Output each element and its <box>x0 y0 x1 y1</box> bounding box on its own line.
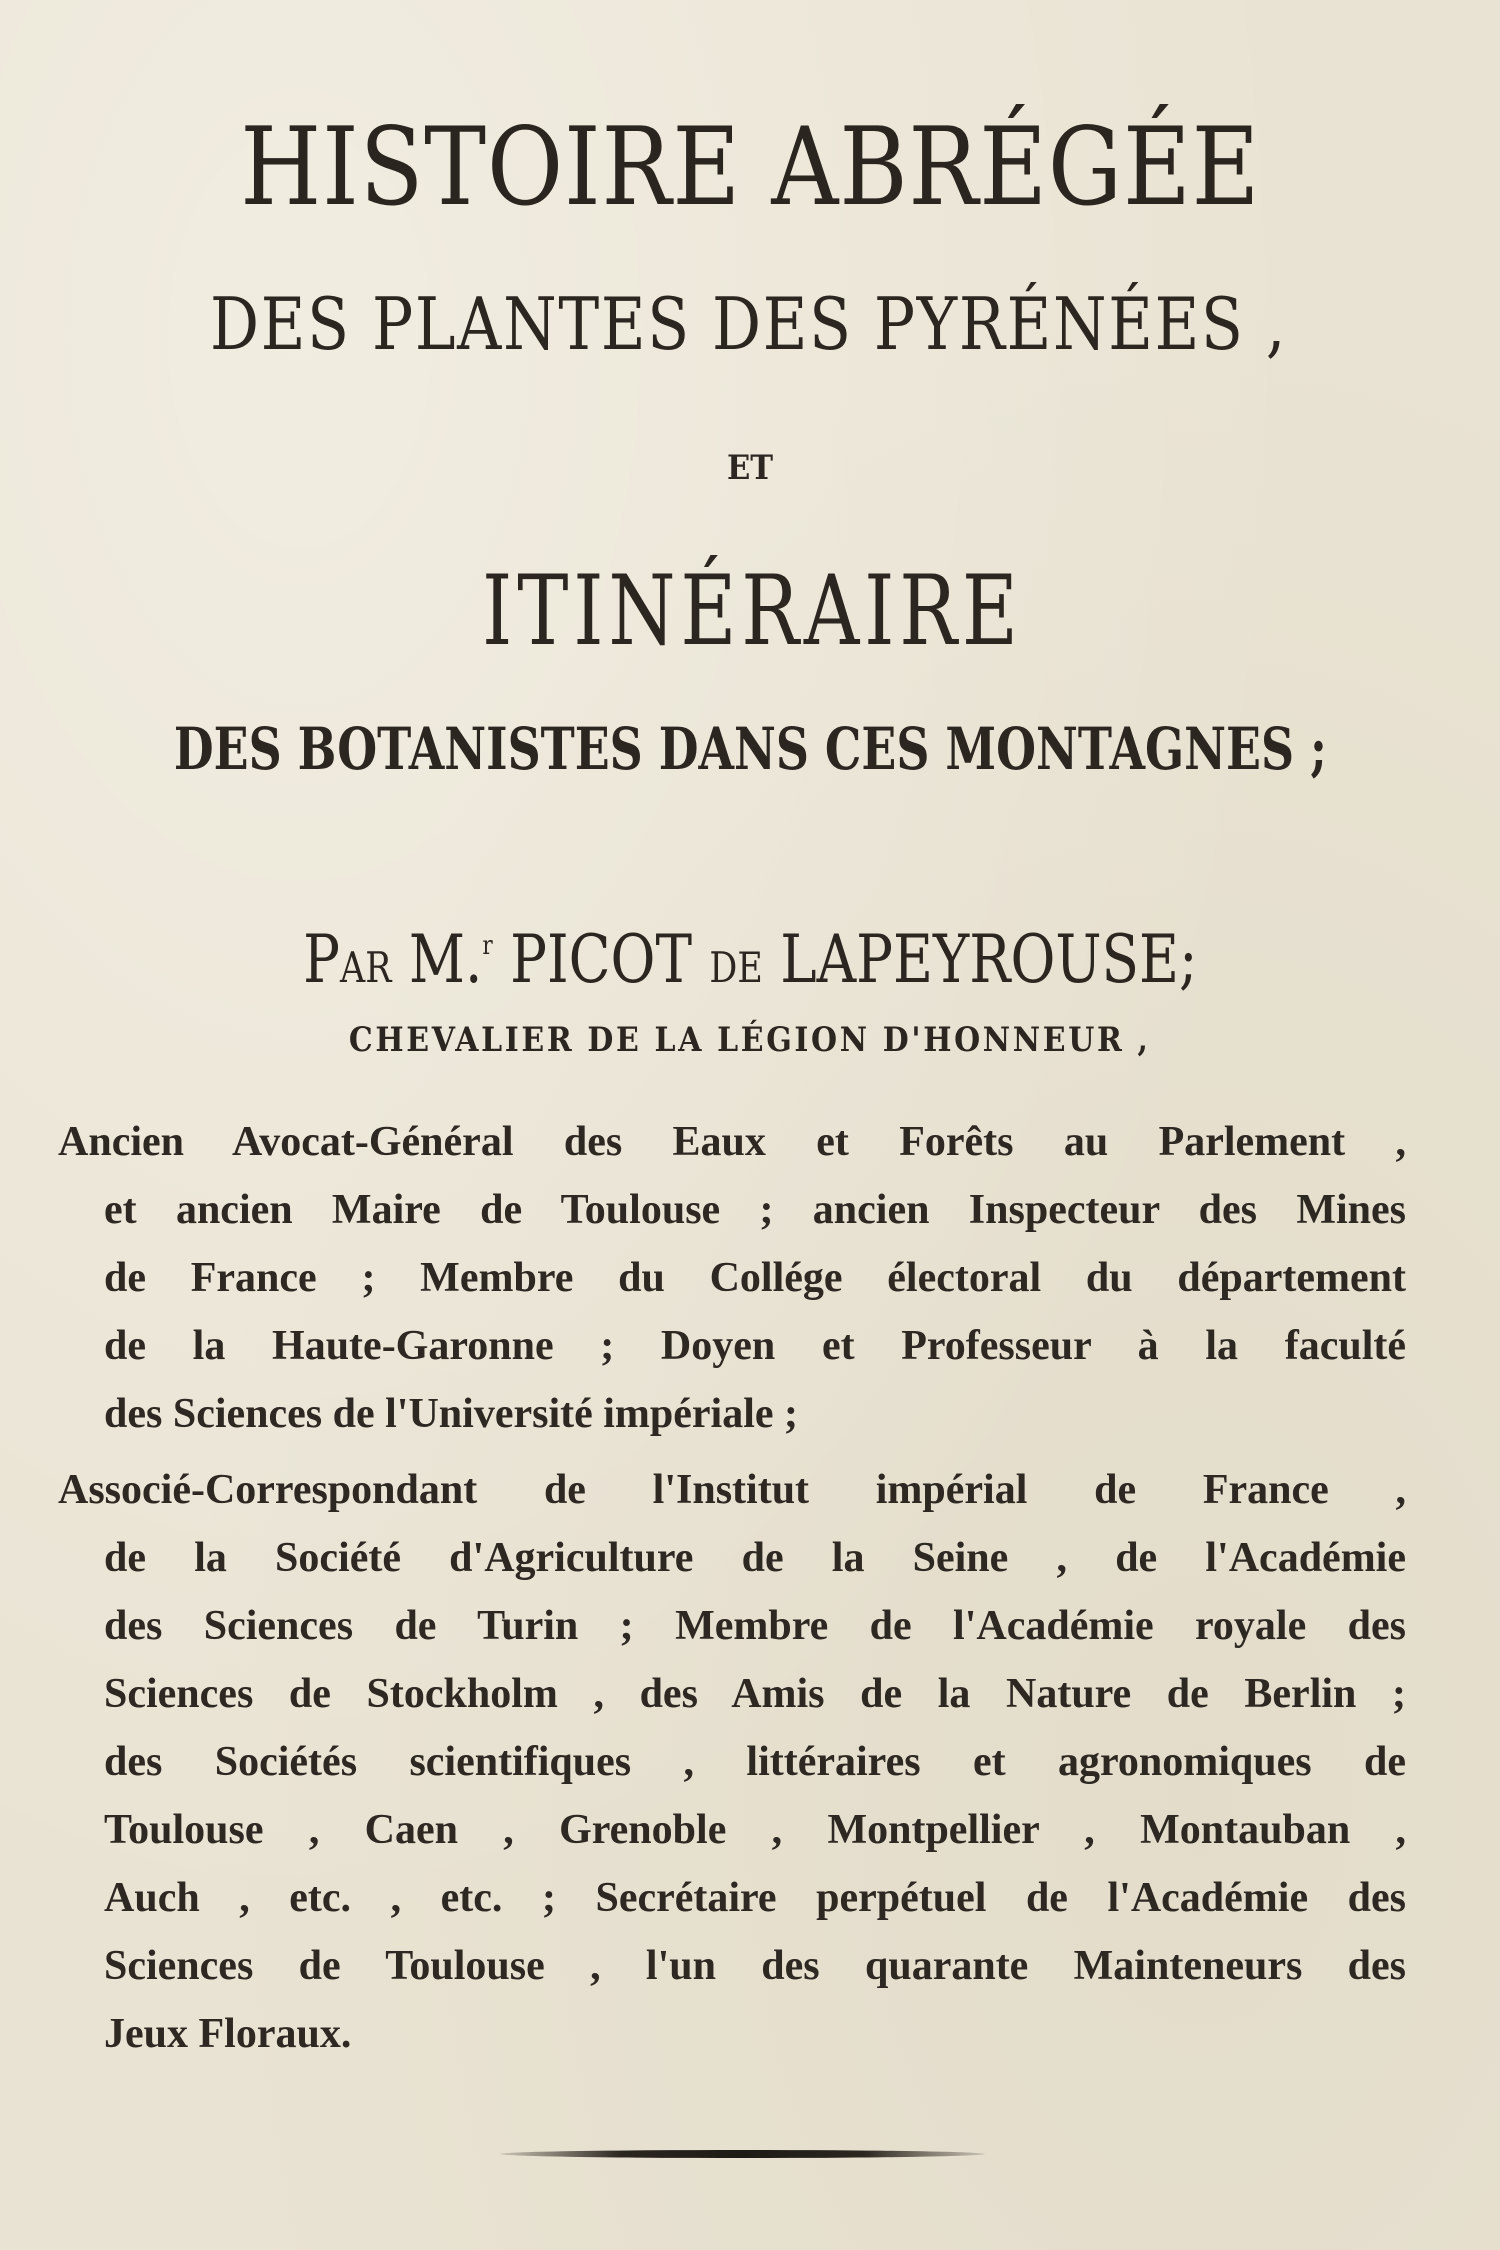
title-line-histoire-abregee: HISTOIRE ABRÉGÉE <box>240 105 1261 230</box>
title-line-botanistes: DES BOTANISTES DANS CES MONTAGNES ; <box>173 715 1327 783</box>
decorative-tapered-rule <box>500 2150 985 2158</box>
credentials-line: de la Haute-Garonne ; Doyen et Professeur à la faculté <box>104 1323 1406 1369</box>
credentials-line: Associé-Correspondant de l'Institut impérial de France , <box>58 1467 1406 1513</box>
title-line-plantes-pyrenees: DES PLANTES DES PYRÉNÉES , <box>210 282 1287 366</box>
credentials-line: de la Société d'Agriculture de la Seine , de l'Académie <box>104 1535 1406 1581</box>
credentials-paragraph-2 <box>58 1456 1406 2068</box>
author-prefix-rest: AR <box>340 943 392 992</box>
author-line <box>128 906 1373 1008</box>
author-honorific-superscript: r <box>482 931 493 961</box>
author-prefix-initial: P <box>303 921 341 998</box>
author-particle: DE <box>709 943 763 992</box>
title-line-itineraire: ITINÉRAIRE <box>482 555 1023 667</box>
author-surname: LAPEYROUSE; <box>780 921 1198 998</box>
credentials-line: Ancien Avocat-Général des Eaux et Forêts au Parlement , <box>58 1119 1406 1165</box>
credentials-line: Toulouse , Caen , Grenoble , Montpellier , Montauban , <box>104 1807 1406 1853</box>
credentials-line: Sciences de Toulouse , l'un des quarante Mainteneurs des <box>104 1943 1406 1989</box>
credentials-line: des Sciences de Turin ; Membre de l'Académie royale des <box>104 1603 1406 1649</box>
credentials-line: Auch , etc. , etc. ; Secrétaire perpétuel de l'Académie des <box>104 1875 1406 1921</box>
credentials-line: des Sociétés scientifiques , littéraires et agronomiques de <box>104 1739 1406 1785</box>
author-distinction: CHEVALIER DE LA LÉGION D'HONNEUR , <box>348 1020 1151 1060</box>
credentials-line: de France ; Membre du Collége électoral du département <box>104 1255 1406 1301</box>
author-given-name: PICOT <box>510 921 693 998</box>
author-honorific: M. <box>408 921 483 998</box>
credentials-paragraph-1 <box>58 1108 1406 1448</box>
credentials-line: et ancien Maire de Toulouse ; ancien Inspecteur des Mines <box>104 1187 1406 1233</box>
credentials-line: Sciences de Stockholm , des Amis de la Nature de Berlin ; <box>104 1671 1406 1717</box>
credentials-line: des Sciences de l'Université impériale ; <box>104 1391 799 1437</box>
credentials-line: Jeux Floraux. <box>104 2011 352 2057</box>
title-conjunction-et: ET <box>726 448 774 488</box>
